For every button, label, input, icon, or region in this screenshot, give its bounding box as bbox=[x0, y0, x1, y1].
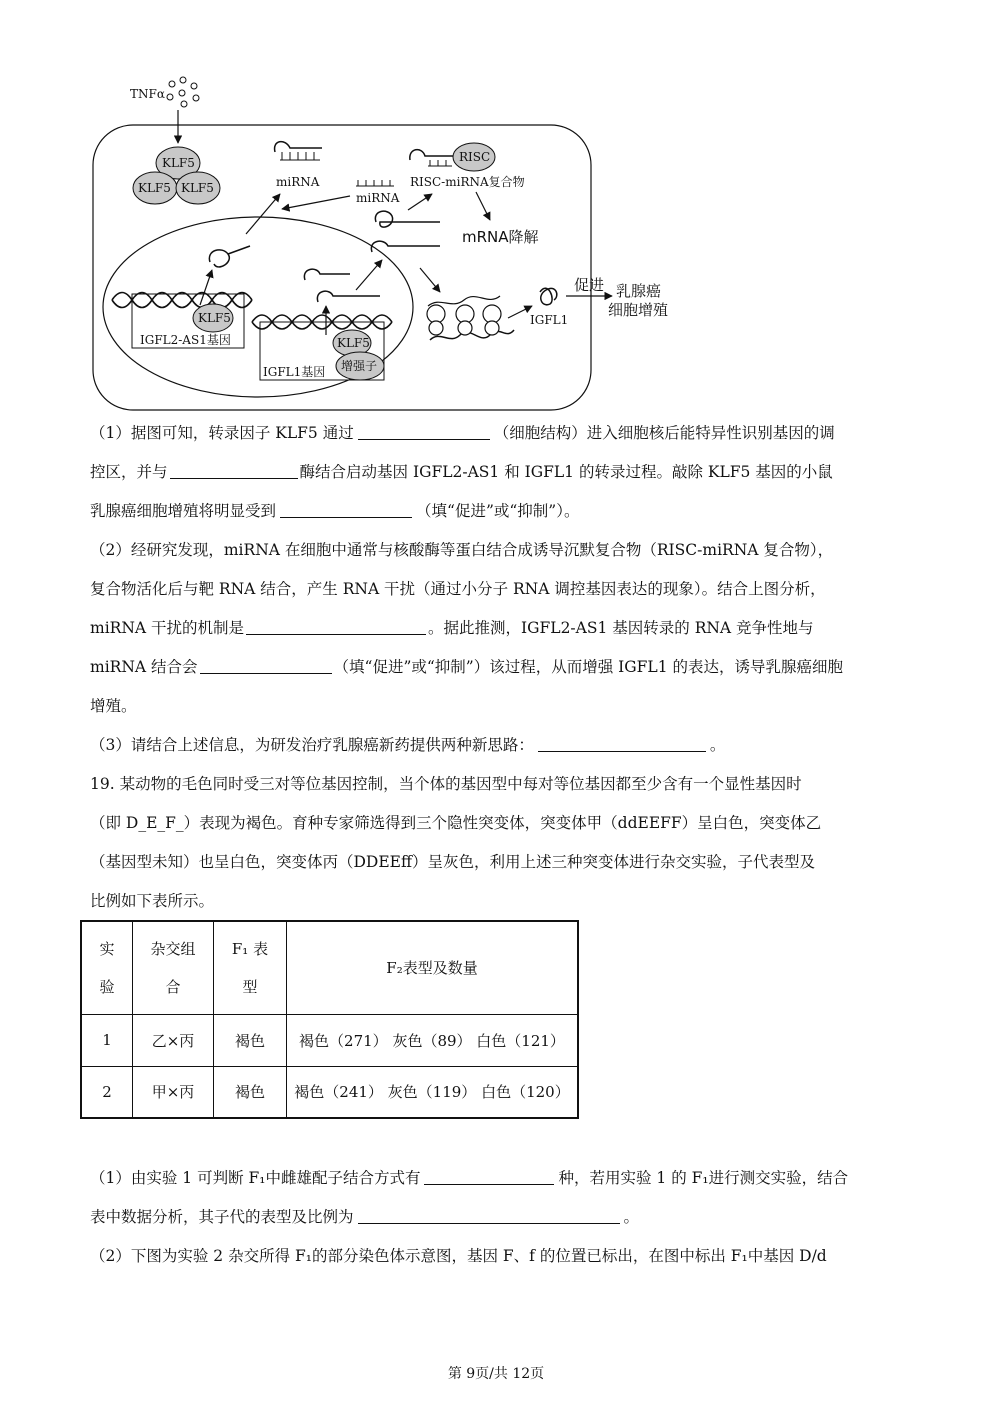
q18-paragraph-1 bbox=[90, 414, 902, 531]
q18-line-1: （1）据图可知，转录因子 KLF5 通过 （细胞结构）进入细胞核后能特异性识别基因的调 bbox=[90, 414, 902, 453]
q18-line-9: （3）请结合上述信息，为研发治疗乳腺癌新药提供两种新思路： 。 bbox=[90, 726, 902, 765]
header-cross: 杂交组 合 bbox=[133, 921, 214, 1014]
cell-id: 1 bbox=[81, 1014, 133, 1066]
tnf-label: TNFα bbox=[130, 87, 165, 101]
gene-label-igfl2: IGFL2-AS1基因 bbox=[140, 333, 231, 347]
mrna-strand-1 bbox=[375, 211, 440, 227]
tnf-molecules bbox=[167, 77, 199, 107]
mrna-degradation-label: mRNA降解 bbox=[462, 228, 539, 246]
q18-line-5: 复合物活化后与靶 RNA 结合，产生 RNA 干扰（通过小分子 RNA 调控基因表达的现象）。结合上图分析， bbox=[90, 580, 826, 598]
answer-blank-4[interactable] bbox=[246, 616, 426, 635]
klf5-label-left: KLF5 bbox=[138, 181, 171, 195]
q19-stem bbox=[90, 765, 902, 921]
mechanism-diagram bbox=[0, 0, 992, 415]
mirna-label-1: miRNA bbox=[276, 175, 320, 189]
cell-f2: 褐色（241） 灰色（119） 白色（120） bbox=[287, 1066, 579, 1118]
q18-line-6: miRNA 干扰的机制是 。据此推测，IGFL2-AS1 基因转录的 RNA 竞争性地与 bbox=[90, 609, 902, 648]
klf5-label-top: KLF5 bbox=[162, 156, 195, 170]
page-footer: 第 9页/共 12页 bbox=[447, 1366, 545, 1382]
mrna-strand-4 bbox=[317, 291, 380, 302]
q19-sub-1 bbox=[90, 1159, 902, 1237]
q19-line-2: （即 D_E_F_）表现为褐色。育种专家筛选得到三个隐性突变体，突变体甲（ddEEFF）呈白色，突变体乙 bbox=[90, 814, 822, 832]
q18-line-7: miRNA 结合会 （填“促进”或“抑制”）该过程，从而增强 IGFL1 的表达，诱导乳腺癌细胞 bbox=[90, 648, 902, 687]
experiment-table bbox=[80, 920, 579, 1119]
arrow-to-risc bbox=[408, 194, 432, 210]
igfl1-protein bbox=[540, 288, 557, 305]
table-header-row bbox=[81, 921, 578, 1014]
lncrna-strand bbox=[209, 246, 250, 267]
gene-label-igfl1: IGFL1基因 bbox=[263, 365, 326, 379]
cell-cross: 甲×丙 bbox=[133, 1066, 214, 1118]
answer-blank-8[interactable] bbox=[358, 1205, 620, 1224]
q18-line-4: （2）经研究发现，miRNA 在细胞中通常与核酸酶等蛋白结合成诱导沉默复合物（RISC-miRNA 复合物）， bbox=[90, 541, 834, 559]
mirna-strand-2 bbox=[356, 180, 394, 186]
ribosome-icons bbox=[427, 305, 501, 335]
answer-blank-5[interactable] bbox=[200, 655, 332, 674]
klf5-label-bound-2: KLF5 bbox=[337, 336, 370, 350]
klf5-label-right: KLF5 bbox=[181, 181, 214, 195]
answer-blank-1[interactable] bbox=[358, 421, 490, 440]
q19-line-5: （1）由实验 1 可判断 F₁中雌雄配子结合方式有 种，若用实验 1 的 F₁进行测交实验，结合 bbox=[90, 1159, 902, 1198]
answer-blank-6[interactable] bbox=[538, 733, 706, 752]
klf5-label-bound-1: KLF5 bbox=[198, 311, 231, 325]
arrow-lncrna-out bbox=[246, 194, 280, 234]
q18-line-3: 乳腺癌细胞增殖将明显受到 （填“促进”或“抑制”）。 bbox=[90, 492, 902, 531]
risc-label: RISC bbox=[459, 150, 491, 164]
header-experiment: 实 验 bbox=[81, 921, 133, 1014]
cancer-label-2: 细胞增殖 bbox=[608, 301, 669, 319]
q19-line-1: 19. 某动物的毛色同时受三对等位基因控制，当个体的基因型中每对等位基因都至少含有一个显性基因时 bbox=[90, 775, 802, 793]
answer-blank-7[interactable] bbox=[424, 1166, 554, 1185]
cell-f1: 褐色 bbox=[214, 1066, 287, 1118]
enhancer-label: 增强子 bbox=[341, 359, 378, 373]
q19-line-4: 比例如下表所示。 bbox=[90, 892, 215, 910]
answer-blank-3[interactable] bbox=[280, 499, 412, 518]
igfl1-label: IGFL1 bbox=[530, 313, 569, 327]
cancer-label-1: 乳腺癌 bbox=[616, 282, 662, 300]
mirna-hairpin-1 bbox=[275, 142, 322, 152]
promote-label: 促进 bbox=[574, 276, 605, 294]
mrna-strand-3 bbox=[304, 269, 350, 280]
cell-id: 2 bbox=[81, 1066, 133, 1118]
q18-line-8: 增殖。 bbox=[90, 697, 137, 715]
cell-f1: 褐色 bbox=[214, 1014, 287, 1066]
q19-line-7: （2）下图为实验 2 杂交所得 F₁的部分染色体示意图，基因 F、f 的位置已标出，在图中标出 F₁中基因 D/d bbox=[90, 1247, 827, 1265]
mirna-label-2: miRNA bbox=[356, 191, 400, 205]
arrow-to-ribosome bbox=[420, 268, 440, 292]
q18-paragraph-2 bbox=[90, 531, 902, 726]
cell-cross: 乙×丙 bbox=[133, 1014, 214, 1066]
header-f2: F₂表型及数量 bbox=[287, 921, 579, 1014]
arrow-to-degrade bbox=[476, 192, 490, 220]
answer-blank-2[interactable] bbox=[170, 460, 298, 479]
mirna-bases-1 bbox=[280, 152, 320, 160]
risc-complex-label: RISC-miRNA复合物 bbox=[410, 175, 525, 189]
q19-line-3: （基因型未知）也呈白色，突变体丙（DDEEff）呈灰色，利用上述三种突变体进行杂交实验，子代表型及 bbox=[90, 853, 815, 871]
q19-sub-2 bbox=[90, 1237, 902, 1276]
q19-line-6: 表中数据分析，其子代的表型及比例为 。 bbox=[90, 1198, 902, 1237]
arrow-to-igfl1 bbox=[508, 306, 532, 318]
dna-helix-1 bbox=[112, 293, 252, 308]
header-f1: F₁ 表 型 bbox=[214, 921, 287, 1014]
q18-paragraph-3 bbox=[90, 726, 902, 765]
arrow-mirna-left bbox=[282, 196, 350, 209]
cell-f2: 褐色（271） 灰色（89） 白色（121） bbox=[287, 1014, 579, 1066]
mrna-strand-2 bbox=[371, 241, 440, 252]
table-row bbox=[81, 1066, 578, 1118]
table-row bbox=[81, 1014, 578, 1066]
arrow-igfl2-up bbox=[200, 270, 212, 305]
arrow-igfl1-up bbox=[356, 260, 382, 290]
q18-line-2: 控区，并与 酶结合启动基因 IGFL2-AS1 和 IGFL1 的转录过程。敲除 KLF5 基因的小鼠 bbox=[90, 453, 902, 492]
